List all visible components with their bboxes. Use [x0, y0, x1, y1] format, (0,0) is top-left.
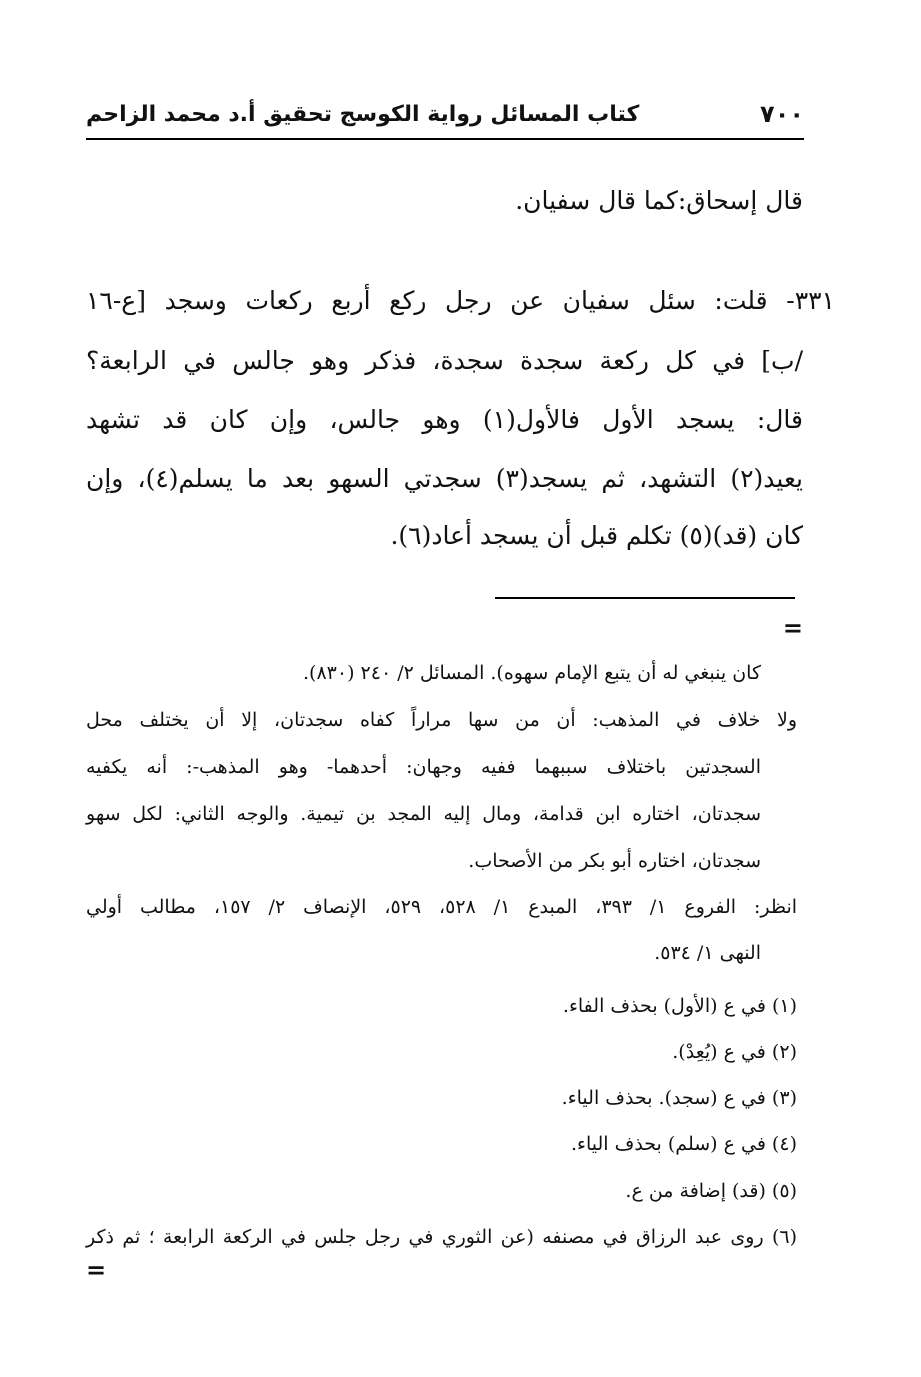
- book-title: كتاب المسائل رواية الكوسج تحقيق أ.د محمد الزاحم: [86, 101, 640, 127]
- body-line-5: كان (قد)(٥) تكلم قبل أن يسجد أعاد(٦).: [390, 521, 803, 550]
- footnote-4: (٤) في ع (سلم) بحذف الياء.: [571, 1133, 797, 1155]
- footnote-1: (١) في ع (الأول) بحذف الفاء.: [562, 995, 797, 1017]
- continuation-mark: =: [782, 614, 803, 642]
- footnote-2: (٢) في ع (يُعِدْ).: [672, 1041, 797, 1063]
- body-line-2: /ب] في كل ركعة سجدة سجدة، فذكر وهو جالس في الرابعة؟: [86, 346, 803, 375]
- body-line-3: قال: يسجد الأول فالأول(١) وهو جالس، وإن كان قد تشهد: [86, 405, 803, 434]
- footnote-continued-line-3: السجدتين باختلاف سببهما ففيه وجهان: أحدهما- وهو المذهب-: أنه يكفيه: [86, 756, 761, 778]
- footnote-continued-line-4: سجدتان، اختاره ابن قدامة، ومال إليه المجد بن تيمية. والوجه الثاني: لكل سهو: [86, 803, 761, 825]
- header-rule: [86, 138, 804, 140]
- intro-line: قال إسحاق:كما قال سفيان.: [515, 186, 803, 215]
- footnote-separator: [495, 597, 795, 599]
- continues-mark: =: [86, 1256, 107, 1284]
- footnote-5: (٥) (قد) إضافة من ع.: [625, 1180, 797, 1202]
- running-header: [86, 96, 804, 132]
- body-line-4: يعيد(٢) التشهد، ثم يسجد(٣) سجدتي السهو بعد ما يسلم(٤)، وإن: [86, 464, 803, 493]
- body-line-1: ٣٣١- قلت: سئل سفيان عن رجل ركع أربع ركعات وسجد [ع-١٦: [86, 286, 835, 315]
- footnote-continued-line-1: كان ينبغي له أن يتبع الإمام سهوه). المسائل ٢/ ٢٤٠ (٨٣٠).: [303, 662, 761, 684]
- footnote-continued-line-5: سجدتان، اختاره أبو بكر من الأصحاب.: [468, 850, 761, 872]
- footnote-continued-line-7: النهى ١/ ٥٣٤.: [654, 942, 761, 964]
- footnote-6: (٦) روى عبد الرزاق في مصنفه (عن الثوري في رجل جلس في الركعة الرابعة ؛ ثم ذكر: [86, 1226, 797, 1248]
- footnote-continued-line-6: انظر: الفروع ١/ ٣٩٣، المبدع ١/ ٥٢٨، ٥٢٩، الإنصاف ٢/ ١٥٧، مطالب أولي: [86, 896, 798, 918]
- footnote-continued-line-2: ولا خلاف في المذهب: أن من سها مراراً كفاه سجدتان، إلا أن يختلف محل: [86, 709, 797, 731]
- page-number: ٧٠٠: [760, 100, 804, 128]
- footnote-3: (٣) في ع (سجد). بحذف الياء.: [561, 1087, 797, 1109]
